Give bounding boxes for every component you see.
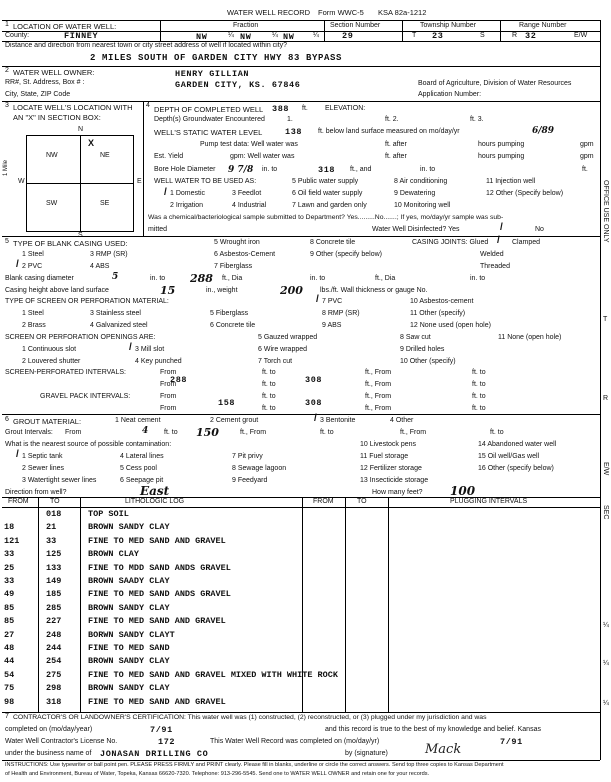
casing-concrete: 8 Concrete tile — [310, 239, 356, 246]
log-row — [0, 669, 600, 682]
use-feedlot: 3 Feedlot — [232, 190, 262, 197]
elevation-label: ELEVATION: — [325, 105, 366, 112]
log-from: 48 — [4, 643, 15, 653]
log-row — [0, 615, 600, 628]
owner-name: HENRY GILLIAN — [175, 69, 250, 79]
use-lawn: 7 Lawn and garden only — [292, 202, 367, 209]
weight-value: 200 — [280, 284, 303, 297]
log-to: 125 — [46, 549, 62, 560]
screen-galvanized: 4 Galvanized steel — [90, 322, 148, 329]
log-description: FINE TO MDD SAND ANDS GRAVEL — [88, 562, 231, 573]
log-row — [0, 562, 600, 575]
weight-label: in., weight — [206, 287, 238, 294]
lithologic-log — [0, 508, 600, 712]
sidebar-q2: ¼ — [603, 660, 609, 667]
address-label: RR#, St. Address, Box # : — [5, 79, 85, 86]
gp-ftfrom-1: ft., From — [365, 393, 392, 400]
height-label: Casing height above land surface — [5, 287, 109, 294]
grout-to: 150 — [196, 426, 219, 439]
completed-label: completed on (mo/day/year) — [5, 726, 93, 733]
cert-line-3: This Water Well Record was completed on (mo/day/yr) — [210, 738, 380, 745]
log-row — [0, 575, 600, 588]
use-monitoring: 10 Monitoring well — [394, 202, 451, 209]
fraction-label: Fraction — [233, 22, 259, 29]
mile-label: 1 Mile — [3, 159, 9, 176]
log-description: BROWN CLAY — [88, 549, 140, 560]
yield-after: ft. after — [385, 153, 407, 160]
depth-label: DEPTH OF COMPLETED WELL — [154, 105, 264, 114]
grout-neat: 1 Neat cement — [115, 417, 161, 424]
quarter-mark-1: ¼ — [228, 32, 234, 39]
log-from: 54 — [4, 669, 15, 680]
cert-line-2: and this record is true to the best of my knowledge and belief. Kansas — [325, 726, 541, 733]
distance-value: 2 MILES SOUTH OF GARDEN CITY HWY 83 BYPASS — [90, 53, 343, 63]
log-row — [0, 588, 600, 601]
well-x-mark: X — [88, 138, 95, 148]
casing-pvc: 2 PVC — [22, 263, 43, 270]
log-row — [0, 682, 600, 695]
bentonite-check: / — [314, 413, 317, 424]
use-other: 12 Other (Specify below) — [486, 190, 564, 197]
contam-other: 16 Other (specify below) — [478, 465, 554, 472]
board-label: Board of Agriculture, Division of Water Resources — [418, 80, 572, 87]
fraction-q2: NW — [240, 32, 252, 42]
screen-rmp: 8 RMP (SR) — [322, 310, 360, 317]
log-row — [0, 548, 600, 561]
use-domestic: 1 Domestic — [170, 190, 206, 197]
log-from: 25 — [4, 562, 15, 573]
license-value: 172 — [158, 737, 176, 747]
grout-cement: 2 Cement grout — [210, 417, 259, 424]
opening-key: 4 Key punched — [135, 358, 182, 365]
depth-ft: ft. — [302, 105, 308, 112]
grout-ft-to: ft. to — [164, 429, 178, 436]
mill-check: / — [129, 342, 132, 353]
yield-label: Est. Yield — [154, 153, 184, 160]
screen-other: 11 Other (specify) — [410, 310, 466, 317]
form-number: Form WWC-5 — [318, 8, 364, 17]
int-to-2: ft. to — [262, 381, 276, 388]
casing-asbestos: 6 Asbestos-Cement — [214, 251, 276, 258]
casing-steel: 1 Steel — [22, 251, 44, 258]
section-box-label-2: AN "X" IN SECTION BOX: — [13, 113, 101, 122]
completed-value: 7/91 — [150, 725, 173, 735]
log-from: 75 — [4, 683, 15, 694]
log-description: BROWN SANDY CLAY — [88, 522, 170, 533]
height-value: 15 — [160, 284, 176, 297]
sidebar-ew: E/W — [602, 462, 609, 476]
log-to: 275 — [46, 669, 62, 680]
static-value: 138 — [285, 127, 303, 137]
pump-gpm: gpm — [580, 141, 594, 148]
grout-ft-from: ft., From — [240, 429, 267, 436]
int-from-2: From — [160, 381, 177, 388]
yield-gpm-2: gpm — [580, 153, 594, 160]
grout-ft-to-3: ft. to — [490, 429, 504, 436]
use-dewatering: 9 Dewatering — [394, 190, 436, 197]
log-row — [0, 602, 600, 615]
log-to: 133 — [46, 562, 62, 573]
section-grid[interactable] — [26, 135, 134, 232]
log-row — [0, 642, 600, 655]
openings-label: SCREEN OR PERFORATION OPENINGS ARE: — [5, 334, 156, 341]
range-dir: E/W — [574, 32, 588, 39]
grout-bentonite: 3 Bentonite — [320, 417, 356, 424]
range-number-label: Range Number — [519, 22, 567, 29]
lbs-label: lbs./ft. Wall thickness or gauge No. — [320, 287, 428, 294]
contam-septic: 1 Septic tank — [22, 453, 63, 460]
log-to-header: TO — [50, 498, 60, 505]
use-label: WELL WATER TO BE USED AS: — [154, 178, 257, 185]
screen-steel: 1 Steel — [22, 310, 44, 317]
diameter-in-to: in. to — [150, 275, 166, 282]
screen-concrete: 6 Concrete tile — [210, 322, 256, 329]
sidebar-t: T — [603, 316, 608, 323]
direction-value: East — [140, 484, 170, 498]
contam-seepage: 6 Seepage pit — [120, 477, 164, 484]
use-irrigation: 2 Irrigation — [170, 202, 204, 209]
grid-south: S — [78, 232, 83, 239]
log-from: 27 — [4, 629, 15, 640]
yield-hours: hours pumping — [478, 153, 525, 160]
casing-label: TYPE OF BLANK CASING USED: — [13, 239, 128, 248]
use-air: 8 Air conditioning — [394, 178, 448, 185]
diameter-label: Blank casing diameter — [5, 275, 74, 282]
screen-from: 288 — [170, 375, 188, 385]
contam-abandoned: 14 Abandoned water well — [478, 441, 557, 448]
contam-livestock: 10 Livestock pens — [360, 441, 417, 448]
signature: Mack — [425, 742, 462, 757]
log-litho-header: LITHOLOGIC LOG — [125, 498, 185, 505]
log-description: BROWN SANDY CLAY — [88, 656, 170, 667]
bore-to: 318 — [318, 165, 336, 175]
grout-from: 4 — [142, 426, 149, 436]
log-to2-header: TO — [357, 498, 367, 505]
log-from: 18 — [4, 522, 15, 533]
sidebar-r: R — [603, 395, 609, 402]
contam-oilgas: 15 Oil well/Gas well — [478, 453, 540, 460]
instructions-1: INSTRUCTIONS: Use typewriter or ball point pen. PLEASE PRESS FIRMLY and PRINT clearly. Please fill in blanks, underline or circle the correct answers. Send top three copies to Kansas Department — [5, 762, 504, 768]
log-to: 185 — [46, 589, 62, 600]
grid-ne: NE — [100, 152, 110, 159]
diameter-ft-dia: ft., Dia — [222, 275, 243, 282]
opening-other: 10 Other (specify) — [400, 358, 456, 365]
log-row — [0, 535, 600, 548]
section-box-label: LOCATE WELL'S LOCATION WITH — [13, 103, 133, 112]
log-description: FINE TO MED SAND AND GRAVEL MIXED WITH WHITE ROCK — [88, 669, 338, 680]
screen-stainless: 3 Stainless steel — [90, 310, 141, 317]
groundwater-label: Depth(s) Groundwater Encountered — [154, 116, 265, 123]
instructions-2: of Health and Environment, Bureau of Water, Topeka, Kansas 66620-7320. Telephone: 913-296-5545. Send one to WATER WELL OWNER and retain one for your records. — [5, 771, 430, 777]
fraction-q1: NW — [196, 32, 208, 42]
int-to-1b: ft. to — [472, 369, 486, 376]
casing-threaded: Threaded — [480, 263, 510, 270]
contam-fertilizer: 12 Fertilizer storage — [360, 465, 422, 472]
yield-gpm: gpm: Well water was — [230, 153, 295, 160]
diameter-in-to-2: in. to — [310, 275, 326, 282]
use-injection: 11 Injection well — [486, 178, 536, 185]
opening-none: 11 None (open hole) — [498, 334, 562, 341]
gw-1: 1. — [287, 116, 293, 123]
contam-watertight: 3 Watertight sewer lines — [22, 477, 97, 484]
log-description: BROWN SAADY CLAY — [88, 576, 170, 586]
sidebar-sec: SEC — [602, 505, 609, 520]
grout-from-label: From — [65, 429, 82, 436]
opening-torch: 7 Torch cut — [258, 358, 293, 365]
log-row — [0, 655, 600, 668]
location-label: LOCATION OF WATER WELL: — [13, 22, 117, 31]
use-industrial: 4 Industrial — [232, 202, 267, 209]
quarter-mark-2: ¼ — [272, 32, 278, 39]
office-use-label: OFFICE USE ONLY — [602, 180, 609, 243]
contam-lateral: 4 Lateral lines — [120, 453, 164, 460]
gravel-to: 308 — [305, 398, 323, 408]
log-to: 149 — [46, 576, 62, 586]
opening-gauzed: 5 Gauzed wrapped — [258, 334, 318, 341]
gp-from-2: From — [160, 405, 177, 412]
diameter-in-to-3: in. to — [470, 275, 486, 282]
log-from: 98 — [4, 696, 15, 707]
feet-label: How many feet? — [372, 489, 423, 496]
grid-nw: NW — [46, 152, 58, 159]
casing-clamped: Clamped — [512, 239, 541, 246]
log-from: 85 — [4, 616, 15, 627]
sidebar-q3: ¼ — [603, 700, 609, 707]
casing-joints: CASING JOINTS: Glued — [412, 239, 489, 246]
city-label: City, State, ZIP Code — [5, 91, 71, 98]
log-from: 33 — [4, 549, 15, 560]
record-date: 7/91 — [500, 737, 523, 747]
county-value: FINNEY — [64, 31, 99, 41]
owner-label: WATER WELL OWNER: — [13, 68, 95, 77]
int-ftfrom-2: ft., From — [365, 381, 392, 388]
log-to: 318 — [46, 696, 62, 707]
pump-label: Pump test data: Well water was — [200, 141, 298, 148]
grid-west: W — [18, 178, 25, 185]
screen-pvc: 7 PVC — [322, 298, 343, 305]
log-from: 33 — [4, 576, 15, 586]
fraction-q3: NW — [283, 32, 295, 42]
direction-label: Direction from well? — [5, 489, 67, 496]
gp-to-1b: ft. to — [472, 393, 486, 400]
log-to: 227 — [46, 616, 62, 627]
log-description: BROWN SANDY CLAY — [88, 683, 170, 694]
log-to: 285 — [46, 602, 62, 613]
diameter-to: 288 — [190, 272, 213, 285]
casing-rmp: 3 RMP (SR) — [90, 251, 128, 258]
log-description: FINE TO MED SAND ANDS GRAVEL — [88, 589, 231, 600]
grout-label: GROUT MATERIAL: — [13, 417, 82, 426]
chem-mitted: mitted — [148, 226, 168, 233]
log-to: 244 — [46, 643, 62, 653]
pump-after: ft. after — [385, 141, 407, 148]
owner-city: GARDEN CITY, KS. 67846 — [175, 80, 301, 90]
screen-abs: 9 ABS — [322, 322, 342, 329]
int-to-1: ft. to — [262, 369, 276, 376]
license-label: Water Well Contractor's License No. — [5, 738, 118, 745]
section-number-label: Section Number — [330, 22, 381, 29]
casing-wrought: 5 Wrought iron — [214, 239, 260, 246]
log-description: BROWN SANDY CLAY — [88, 602, 170, 613]
contam-sewer: 2 Sewer lines — [22, 465, 65, 472]
bore-value: 9 7/8 — [228, 165, 254, 175]
opening-mill: 3 Mill slot — [135, 346, 165, 353]
screen-none: 12 None used (open hole) — [410, 322, 491, 329]
log-plug-header: PLUGGING INTERVALS — [450, 498, 528, 505]
gp-to-1: ft. to — [262, 393, 276, 400]
log-from2-header: FROM — [313, 498, 334, 505]
bore-label: Bore Hole Diameter — [154, 166, 216, 173]
log-row — [0, 629, 600, 642]
pump-hours: hours pumping — [478, 141, 525, 148]
disinfected-label: Water Well Disinfected? Yes — [372, 226, 460, 233]
signature-label: by (signature) — [345, 750, 388, 757]
gravel-label: GRAVEL PACK INTERVALS: — [40, 393, 131, 400]
int-to-2b: ft. to — [472, 381, 486, 388]
grout-other: 4 Other — [390, 417, 414, 424]
sidebar-q1: ¼ — [603, 622, 609, 629]
gp-ftfrom-2: ft., From — [365, 405, 392, 412]
opening-drilled: 9 Drilled holes — [400, 346, 445, 353]
casing-abs: 4 ABS — [90, 263, 110, 270]
bore-in-2: in. to — [420, 166, 436, 173]
log-description: FINE TO MED SAND AND GRAVEL — [88, 535, 226, 546]
int-from-1: From — [160, 369, 177, 376]
log-from: 85 — [4, 602, 15, 613]
screen-brass: 2 Brass — [22, 322, 46, 329]
feet-value: 100 — [450, 484, 476, 498]
log-description: FINE TO MED SAND AND GRAVEL — [88, 696, 226, 707]
gp-from-1: From — [160, 393, 177, 400]
bore-ft: ft. — [582, 166, 588, 173]
log-row — [0, 521, 600, 534]
gw-3: ft. 3. — [470, 116, 484, 123]
ksa-number: KSA 82a-1212 — [378, 8, 427, 17]
log-to: 254 — [46, 656, 62, 667]
log-description: TOP SOIL — [88, 509, 129, 519]
log-from: 49 — [4, 589, 15, 600]
domestic-check: / — [164, 187, 167, 198]
disinfected-check: / — [500, 222, 503, 233]
opening-continuous: 1 Continuous slot — [22, 346, 77, 353]
log-to: 018 — [46, 509, 62, 519]
intervals-label: SCREEN-PERFORATED INTERVALS: — [5, 369, 126, 376]
opening-wire: 6 Wire wrapped — [258, 346, 308, 353]
screen-to: 308 — [305, 375, 323, 385]
contam-privy: 7 Pit privy — [232, 453, 263, 460]
gp-to-2b: ft. to — [472, 405, 486, 412]
contam-label: What is the nearest source of possible contamination: — [5, 441, 172, 448]
screen-pvc-check: / — [316, 294, 319, 305]
gp-to-2: ft. to — [262, 405, 276, 412]
log-row — [0, 508, 600, 521]
grid-east: E — [137, 178, 142, 185]
use-oil: 6 Oil field water supply — [292, 190, 363, 197]
range-r: R — [512, 32, 518, 39]
screen-fiberglass: 5 Fiberglass — [210, 310, 249, 317]
log-from: 121 — [4, 535, 20, 546]
depth-value: 388 — [272, 104, 290, 114]
township-number-label: Township Number — [420, 22, 477, 29]
septic-check: / — [16, 449, 19, 460]
contam-feedyard: 9 Feedyard — [232, 477, 268, 484]
log-to: 298 — [46, 683, 62, 694]
bore-and: ft., and — [350, 166, 372, 173]
log-description: BORWN SANDY CLAYT — [88, 629, 175, 640]
county-label: County: — [5, 32, 30, 39]
log-to: 248 — [46, 629, 62, 640]
business-label: under the business name of — [5, 750, 92, 757]
grid-se: SE — [100, 200, 110, 207]
diameter-value: 5 — [112, 272, 119, 282]
grid-north: N — [78, 126, 84, 133]
log-description: FINE TO MED SAND — [88, 643, 170, 653]
grid-sw: SW — [46, 200, 58, 207]
static-label: WELL'S STATIC WATER LEVEL — [154, 128, 263, 137]
casing-other: 9 Other (specify below) — [310, 251, 382, 258]
static-rest: ft. below land surface measured on mo/day/yr — [318, 128, 460, 135]
gw-2: ft. 2. — [385, 116, 399, 123]
casing-fiberglass: 7 Fiberglass — [214, 263, 253, 270]
grout-ft-from-2: ft., From — [400, 429, 427, 436]
contam-insecticide: 13 Insecticide storage — [360, 477, 429, 484]
gravel-from: 158 — [218, 398, 236, 408]
casing-welded: Welded — [480, 251, 504, 258]
contam-lagoon: 8 Sewage lagoon — [232, 465, 287, 472]
bore-in: in. to — [262, 166, 278, 173]
diameter-ft-dia-2: ft., Dia — [375, 275, 396, 282]
log-to: 21 — [46, 522, 57, 533]
distance-label: Distance and direction from nearest town or city street address of well if located within city? — [5, 42, 288, 49]
screen-asbestos: 10 Asbestos-cement — [410, 298, 474, 305]
disinfected-no: No — [535, 226, 544, 233]
application-label: Application Number: — [418, 91, 482, 98]
cert-line-1: CONTRACTOR'S OR LANDOWNER'S CERTIFICATION: This water well was (1) constructed, (2) reconstructed, or (3) plugged under my jurisdiction and was — [13, 714, 487, 721]
log-description: FINE TO MED SAND AND GRAVEL — [88, 616, 226, 627]
range-value: 32 — [525, 31, 537, 41]
chem-sample: Was a chemical/bacteriological sample submitted to Department? Yes.........No.......; If yes, mo/day/yr sample was sub- — [148, 214, 504, 221]
log-to: 33 — [46, 535, 57, 546]
glued-check: / — [497, 235, 500, 246]
opening-saw: 8 Saw cut — [400, 334, 431, 341]
use-public: 5 Public water supply — [292, 178, 359, 185]
township-dir: S — [480, 32, 485, 39]
screen-label: TYPE OF SCREEN OR PERFORATION MATERIAL: — [5, 298, 169, 305]
section-value: 29 — [342, 31, 354, 41]
business-value: JONASAN DRILLING CO — [100, 749, 209, 759]
contam-cess: 5 Cess pool — [120, 465, 157, 472]
int-ftfrom-1: ft., From — [365, 369, 392, 376]
log-from-header: FROM — [8, 498, 29, 505]
grout-ft-to-2: ft. to — [320, 429, 334, 436]
quarter-mark-3: ¼ — [313, 32, 319, 39]
township-value: 23 — [432, 31, 444, 41]
static-date: 6/89 — [532, 126, 555, 136]
form-title: WATER WELL RECORD — [227, 8, 311, 17]
township-t: T — [412, 32, 417, 39]
opening-louvered: 2 Louvered shutter — [22, 358, 81, 365]
grout-intervals-label: Grout Intervals: — [5, 429, 53, 436]
log-from: 44 — [4, 656, 15, 667]
pvc-check: / — [16, 259, 19, 270]
log-row — [0, 696, 600, 709]
contam-fuel: 11 Fuel storage — [360, 453, 409, 460]
